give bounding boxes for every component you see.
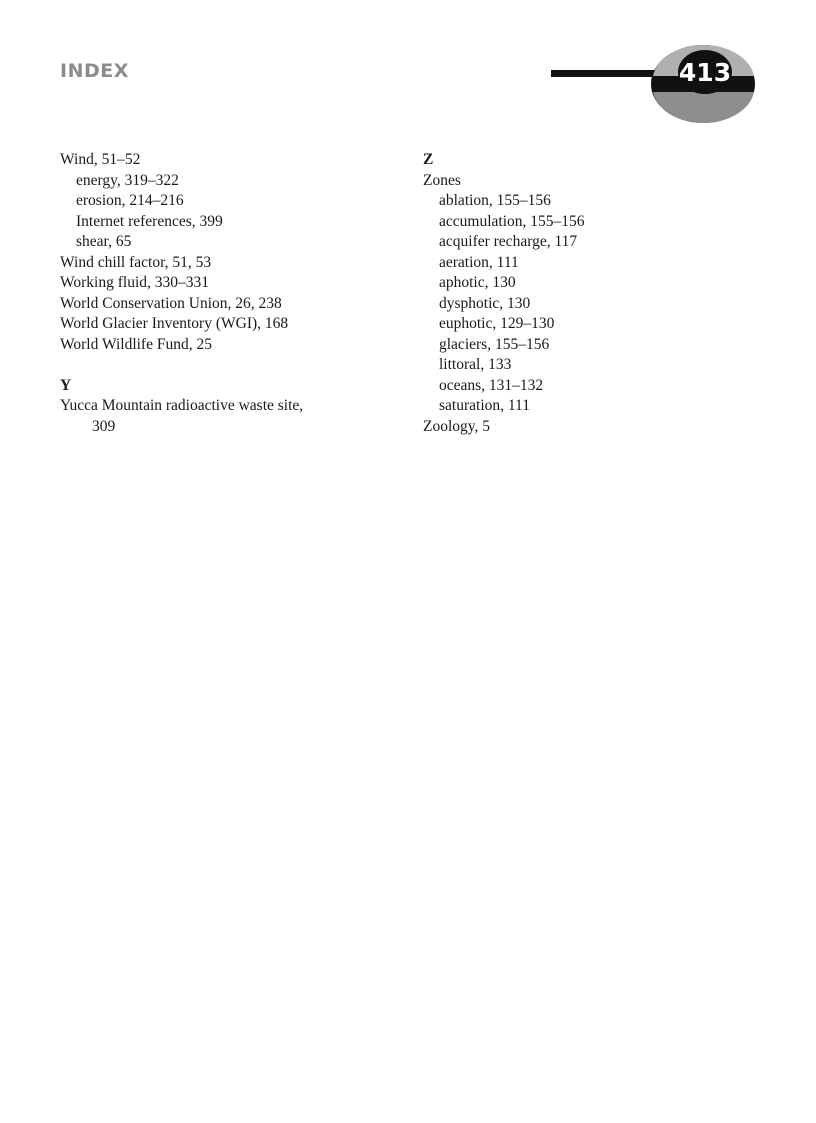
index-subentry: glaciers, 155–156 <box>439 335 550 353</box>
index-subentry: erosion, 214–216 <box>76 192 184 209</box>
index-subentry: energy, 319–322 <box>76 171 179 189</box>
running-head-title: INDEX <box>60 60 129 82</box>
badge-lower-half <box>653 92 754 123</box>
index-subentry: littoral, 133 <box>439 356 512 373</box>
index-entry: Zones <box>423 171 461 189</box>
page-number: 413 <box>678 58 732 87</box>
index-entry: Working fluid, 330–331 <box>60 274 210 291</box>
index-entry: Zoology, 5 <box>423 417 491 435</box>
index-entry: World Conservation Union, 26, 238 <box>60 294 282 312</box>
index-entry: Wind, 51–52 <box>60 151 141 168</box>
page-number-badge <box>551 40 761 130</box>
index-entry: Wind chill factor, 51, 53 <box>60 253 212 271</box>
index-entry-continuation: 309 <box>92 417 116 435</box>
index-subentry: accumulation, 155–156 <box>439 212 585 230</box>
index-subentry: saturation, 111 <box>439 397 530 414</box>
index-entry: World Glacier Inventory (WGI), 168 <box>60 315 289 332</box>
index-subentry: aphotic, 130 <box>439 274 516 291</box>
index-subentry: dysphotic, 130 <box>439 294 531 312</box>
index-subentry: shear, 65 <box>76 233 132 250</box>
letter-heading-z: Z <box>423 151 434 168</box>
index-column-left <box>60 150 390 437</box>
index-column-right <box>423 150 753 437</box>
index-subentry: aeration, 111 <box>439 253 519 271</box>
index-subentry: oceans, 131–132 <box>439 376 544 394</box>
index-subentry: Internet references, 399 <box>76 212 223 230</box>
index-entry: World Wildlife Fund, 25 <box>60 335 212 353</box>
index-entry-yucca <box>60 396 390 437</box>
index-entry-text: Yucca Mountain radioactive waste site, <box>60 397 304 414</box>
section-spacer <box>60 355 390 376</box>
index-subentry: ablation, 155–156 <box>439 192 551 209</box>
index-subentry: euphotic, 129–130 <box>439 315 555 332</box>
index-subentry: acquifer recharge, 117 <box>439 233 578 250</box>
letter-heading-y: Y <box>60 376 72 394</box>
